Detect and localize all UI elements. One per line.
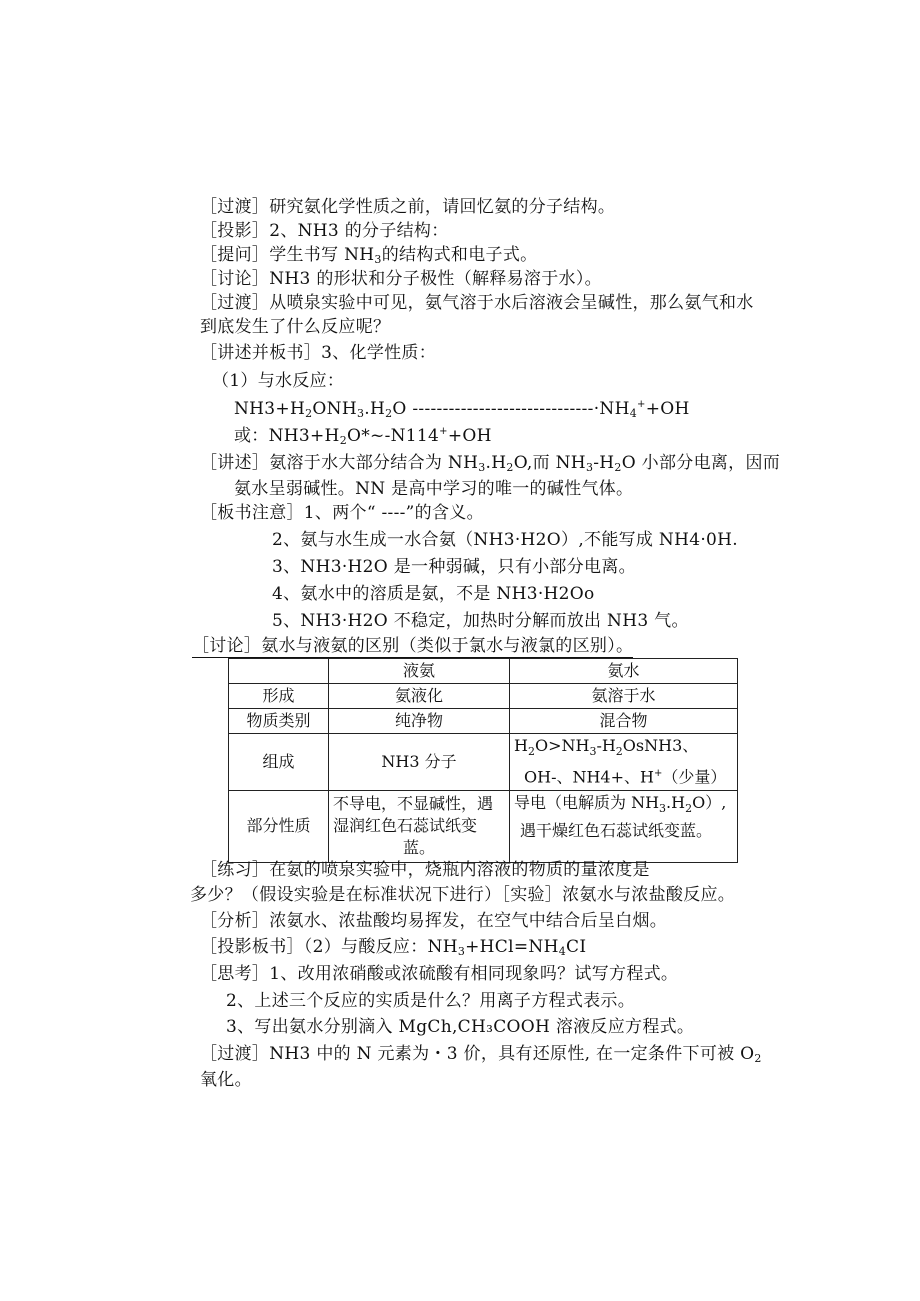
table-header-liquid-ammonia: 液氨 <box>329 659 510 684</box>
property-line-1: 不导电，不显碱性，遇 <box>333 794 494 814</box>
line-board-notes: ［板书注意］1、两个“ ----”的含义。 <box>200 503 484 523</box>
equation-1: $NH3+H_2ONH_3.H_2O$ $------------------------------\cdot NH_4^++OH$ <box>234 399 690 420</box>
property-water-line-2: 遇干燥红色石蕊试纸变蓝。 <box>520 820 713 840</box>
line-transition-2-cont: 到底发生了什么反应呢？ <box>200 317 391 337</box>
property-line-2: 湿润红色石蕊试纸变 <box>333 816 478 836</box>
table-cell <box>510 734 738 791</box>
line-projection-1: ［投影］2、NH3 的分子结构： <box>200 221 449 241</box>
note-3: 3、NH3·H2O 是一种弱碱，只有小部分电离。 <box>272 557 636 577</box>
line-transition-2: ［过渡］从喷泉实验中可见，氨气溶于水后溶液会呈碱性，那么氨气和水 <box>200 293 754 313</box>
line-analysis: ［分析］浓氨水、浓盐酸均易挥发，在空气中结合后呈白烟。 <box>200 911 668 931</box>
table-cell: 氨液化 <box>329 684 510 709</box>
table-header-ammonia-water: 氨水 <box>510 659 738 684</box>
table-cell: 氨溶于水 <box>510 684 738 709</box>
composition-line-1: $H_2O>NH_3-H_2OsNH3$、 <box>514 736 699 759</box>
table-cell <box>329 790 510 862</box>
line-projection-2: ［投影板书］（2）与酸反应：$NH_3+HCl=NH_4CI$ <box>200 937 587 958</box>
note-5: 5、NH3·H2O 不稳定，加热时分解而放出 NH3 气。 <box>272 611 689 631</box>
property-water-line-1: 导电（电解质为 $NH_3.H_2O$）, <box>514 792 727 815</box>
line-transition-3: ［过渡］NH3 中的 N 元素为・3 价，具有还原性, 在一定条件下可被 $O_2$ <box>200 1044 762 1065</box>
composition-line-2: OH-、NH4+、H+（少量） <box>524 767 727 787</box>
note-4: 4、氨水中的溶质是氨，不是 NH3·H2Oo <box>272 584 595 604</box>
comparison-table <box>228 658 738 863</box>
line-transition-1: ［过渡］研究氨化学性质之前，请回忆氨的分子结构。 <box>200 197 616 217</box>
table-cell: 形成 <box>229 684 329 709</box>
table-row <box>229 709 738 734</box>
line-lecture-2: ［讲述］氨溶于水大部分结合为 $NH_3.H_2O$,而 $NH_3-H_2O$ 小部分电离，因而 <box>200 453 781 474</box>
line-discussion-1: ［讨论］NH3 的形状和分子极性（解释易溶于水）。 <box>200 269 602 289</box>
table-cell: 部分性质 <box>229 790 329 862</box>
note-2: 2、氨与水生成一水合氨（NH3·H2O）,不能写成 NH4·0H. <box>272 530 738 550</box>
line-lecture-2-cont: 氨水呈弱碱性。NN 是高中学习的唯一的碱性气体。 <box>234 479 634 499</box>
table-cell: 物质类别 <box>229 709 329 734</box>
table-row <box>229 790 738 862</box>
line-discussion-2: ［讨论］氨水与液氨的区别（类似于氯水与液氯的区别）。 <box>192 636 634 656</box>
thinking-3: 3、写出氨水分别滴入 MgCh,CH₃COOH 溶液反应方程式。 <box>226 1017 695 1037</box>
line-question: ［提问］学生书写 $NH_3$的结构式和电子式。 <box>200 245 538 266</box>
table-cell: NH3 分子 <box>329 734 510 791</box>
line-exercise-cont: 多少？（假设实验是在标准状况下进行）［实验］浓氨水与浓盐酸反应。 <box>190 885 736 905</box>
table-cell: 组成 <box>229 734 329 791</box>
table-cell: 混合物 <box>510 709 738 734</box>
table-cell <box>510 790 738 862</box>
table-row <box>229 734 738 791</box>
line-reaction-water: （1）与水反应： <box>212 371 345 391</box>
table-row <box>229 684 738 709</box>
line-lecture-board: ［讲述并板书］3、化学性质： <box>200 343 437 363</box>
table-cell: 纯净物 <box>329 709 510 734</box>
table-row <box>229 659 738 684</box>
property-line-3: 蓝。 <box>402 838 435 858</box>
equation-2: 或：$NH3+H_2O*\sim-N114^++OH$ <box>234 426 492 447</box>
table-cell <box>229 659 329 684</box>
line-exercise: ［练习］在氨的喷泉实验中，烧瓶内溶液的物质的量浓度是 <box>200 860 650 880</box>
line-thinking: ［思考］1、改用浓硝酸或浓硫酸有相同现象吗？试写方程式。 <box>200 964 679 984</box>
line-transition-3-cont: 氧化。 <box>200 1070 252 1090</box>
thinking-2: 2、上述三个反应的实质是什么？用离子方程式表示。 <box>226 991 636 1011</box>
